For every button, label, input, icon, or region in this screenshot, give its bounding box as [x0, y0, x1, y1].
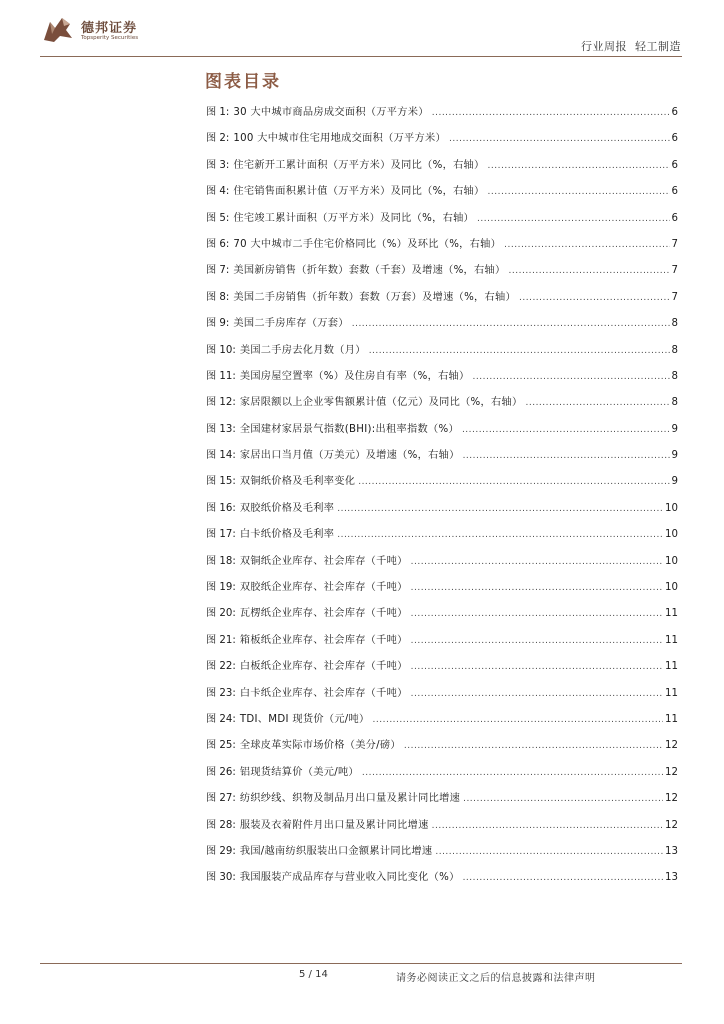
toc-entry-page: 10 — [665, 582, 678, 594]
toc-entry-leader — [509, 266, 670, 276]
toc-entry-leader — [337, 504, 663, 514]
toc-entry-leader — [358, 477, 669, 487]
toc-entry-page: 9 — [671, 476, 678, 488]
toc-entry-page: 11 — [665, 634, 678, 646]
toc-entry-label: 图 25: — [206, 740, 236, 752]
toc-entry-leader — [504, 240, 669, 250]
toc-entry-leader — [435, 847, 663, 857]
toc-entry[interactable] — [206, 604, 678, 630]
toc-entry-page: 11 — [665, 608, 678, 620]
toc-entry-leader — [488, 161, 670, 171]
toc-entry-leader — [432, 108, 670, 118]
toc-entry-leader — [411, 583, 663, 593]
toc-entry-text: 我国/越南纺织服装出口金额累计同比增速 — [239, 845, 433, 857]
toc-entry[interactable] — [206, 209, 678, 235]
toc-entry-text: 纺织纱线、织物及制品月出口量及累计同比增速 — [239, 793, 461, 805]
toc-entry-leader — [352, 319, 670, 329]
brand-name-en: Topsperity Securities — [81, 35, 139, 41]
toc-entry[interactable] — [206, 288, 678, 314]
toc-entry[interactable] — [206, 367, 678, 393]
toc-entry-label: 图 30: — [206, 872, 236, 884]
toc-entry-label: 图 20: — [206, 608, 236, 620]
toc-entry-text: 30 大中城市商品房成交面积（万平方米） — [233, 107, 429, 118]
toc-entry-label: 图 6: — [206, 238, 230, 250]
toc-entry-text: 美国房屋空置率（%）及住房自有率（%，右轴） — [239, 370, 470, 382]
toc-entry-label: 图 1: — [206, 107, 230, 118]
toc-entry-text: 美国二手房库存（万套） — [233, 318, 349, 330]
toc-entry-text: 双铜纸价格及毛利率变化 — [239, 476, 356, 488]
toc-entry-label: 图 22: — [206, 661, 236, 673]
toc-entry-page: 6 — [671, 159, 678, 171]
toc-entry-leader — [463, 451, 670, 461]
toc-entry-page: 11 — [665, 661, 678, 673]
toc-entry-label: 图 24: — [206, 713, 236, 725]
toc-entry-text: 我国服装产成品库存与营业收入同比变化（%） — [239, 872, 460, 884]
toc-entry-page: 10 — [665, 529, 678, 541]
toc-entry[interactable] — [206, 446, 678, 472]
toc-entry-text: 双胶纸价格及毛利率 — [239, 502, 335, 514]
toc-entry[interactable] — [206, 710, 678, 736]
toc-entry[interactable] — [206, 525, 678, 551]
toc-entry[interactable] — [206, 420, 678, 446]
toc-entry-label: 图 11: — [206, 370, 236, 382]
toc-entry[interactable] — [206, 393, 678, 419]
toc-entry-label: 图 4: — [206, 186, 230, 198]
toc-entry-leader — [337, 530, 663, 540]
toc-entry-text: 住宅销售面积累计值（万平方米）及同比（%，右轴） — [233, 186, 485, 198]
toc-entry-label: 图 7: — [206, 265, 230, 277]
toc-entry-text: 双铜纸企业库存、社会库存（千吨） — [239, 555, 408, 567]
toc-entry[interactable] — [206, 341, 678, 367]
page-number: 5 / 14 — [299, 969, 328, 980]
page-header — [0, 0, 724, 60]
toc-entry-text: 铝现货结算价（美元/吨） — [239, 766, 359, 778]
toc-entry[interactable] — [206, 789, 678, 815]
toc-entry-page: 6 — [671, 212, 678, 224]
toc-entry-page: 9 — [671, 450, 678, 462]
toc-entry[interactable] — [206, 103, 678, 129]
toc-entry-leader — [411, 662, 663, 672]
toc-entry-leader — [519, 293, 670, 303]
toc-entry-page: 12 — [665, 793, 678, 805]
toc-entry-text: 住宅新开工累计面积（万平方米）及同比（%，右轴） — [233, 159, 485, 171]
toc-entry-page: 11 — [665, 687, 678, 699]
toc-entry-leader — [463, 873, 663, 883]
toc-entry-leader — [404, 741, 663, 751]
toc-entry-page: 6 — [671, 133, 678, 145]
toc-entry[interactable] — [206, 552, 678, 578]
toc-entry[interactable] — [206, 657, 678, 683]
industry-name: 轻工制造 — [635, 40, 681, 53]
toc-entry-page: 13 — [665, 845, 678, 857]
toc-entry-leader — [362, 768, 663, 778]
toc-entry-leader — [449, 134, 670, 144]
toc-entry-text: 白卡纸企业库存、社会库存（千吨） — [239, 687, 408, 699]
toc-entry-page: 7 — [671, 238, 678, 250]
toc-entry-label: 图 13: — [206, 423, 236, 435]
toc-entry-page: 7 — [671, 291, 678, 303]
toc-entry-text: 双胶纸企业库存、社会库存（千吨） — [239, 582, 408, 594]
toc-entry-label: 图 3: — [206, 159, 230, 171]
header-divider — [40, 56, 682, 57]
toc-entry-text: 白卡纸价格及毛利率 — [239, 529, 335, 541]
toc-entry-label: 图 19: — [206, 582, 236, 594]
toc-entry[interactable] — [206, 816, 678, 842]
toc-entry-label: 图 17: — [206, 529, 236, 541]
toc-entry[interactable] — [206, 578, 678, 604]
toc-entry-page: 8 — [671, 318, 678, 330]
toc-entry-leader — [411, 609, 663, 619]
toc-entry-text: 全球皮革实际市场价格（美分/磅） — [239, 740, 401, 752]
footer-divider — [40, 963, 682, 964]
toc-entry[interactable] — [206, 763, 678, 789]
toc-entry-text: 美国二手房销售（折年数）套数（万套）及增速（%，右轴） — [233, 291, 516, 303]
brand-logo — [40, 14, 200, 46]
toc-entry[interactable] — [206, 499, 678, 525]
toc-entry-page: 11 — [665, 713, 678, 725]
toc-entry-leader — [473, 372, 670, 382]
toc-entry-label: 图 5: — [206, 212, 230, 224]
toc-entry-page: 13 — [665, 872, 678, 884]
toc-entry[interactable] — [206, 129, 678, 155]
toc-entry-label: 图 23: — [206, 687, 236, 699]
toc-entry[interactable] — [206, 684, 678, 710]
toc-entry-text: 70 大中城市二手住宅价格同比（%）及环比（%，右轴） — [233, 238, 502, 250]
report-type: 行业周报 — [581, 40, 627, 53]
toc-entry[interactable] — [206, 182, 678, 208]
toc-entry-leader — [525, 398, 669, 408]
toc-entry-leader — [373, 715, 664, 725]
toc-entry-label: 图 10: — [206, 344, 236, 356]
toc-entry-page: 8 — [671, 344, 678, 356]
toc-entry-label: 图 21: — [206, 634, 236, 646]
toc-entry[interactable] — [206, 235, 678, 261]
report-category — [577, 38, 681, 54]
toc-entry-page: 7 — [671, 265, 678, 277]
figure-toc-list — [206, 103, 678, 895]
toc-entry-label: 图 28: — [206, 819, 236, 831]
toc-entry-label: 图 27: — [206, 793, 236, 805]
toc-entry-page: 6 — [671, 186, 678, 198]
toc-entry-label: 图 29: — [206, 845, 236, 857]
toc-entry-page: 9 — [671, 423, 678, 435]
toc-entry-leader — [411, 557, 663, 567]
toc-entry[interactable] — [206, 868, 678, 894]
toc-entry[interactable] — [206, 842, 678, 868]
toc-entry-label: 图 18: — [206, 555, 236, 567]
toc-entry-page: 8 — [671, 397, 678, 409]
toc-entry-text: 服装及衣着附件月出口量及累计同比增速 — [239, 819, 429, 831]
toc-entry-page: 6 — [671, 107, 678, 118]
toc-entry-label: 图 26: — [206, 766, 236, 778]
toc-entry-label: 图 8: — [206, 291, 230, 303]
toc-entry-label: 图 15: — [206, 476, 236, 488]
toc-entry[interactable] — [206, 314, 678, 340]
toc-entry-text: 美国二手房去化月数（月） — [239, 344, 366, 356]
disclaimer-note: 请务必阅读正文之后的信息披露和法律声明 — [396, 973, 596, 984]
toc-entry-text: 住宅竣工累计面积（万平方米）及同比（%，右轴） — [233, 212, 475, 224]
toc-entry-page: 12 — [665, 766, 678, 778]
toc-entry[interactable] — [206, 736, 678, 762]
toc-title: 图表目录 — [205, 72, 281, 92]
toc-entry-label: 图 14: — [206, 450, 236, 462]
toc-entry-text: 白板纸企业库存、社会库存（千吨） — [239, 661, 408, 673]
toc-entry-page: 10 — [665, 502, 678, 514]
toc-entry[interactable] — [206, 156, 678, 182]
toc-entry-text: 美国新房销售（折年数）套数（千套）及增速（%，右轴） — [233, 265, 506, 277]
toc-entry-leader — [369, 346, 670, 356]
toc-entry-text: 全国建材家居景气指数(BHI):出租率指数（%） — [239, 423, 459, 435]
toc-entry-leader — [432, 821, 663, 831]
toc-entry-text: 瓦楞纸企业库存、社会库存（千吨） — [239, 608, 408, 620]
toc-entry-page: 10 — [665, 555, 678, 567]
toc-entry-text: 100 大中城市住宅用地成交面积（万平方米） — [233, 133, 446, 145]
toc-entry-label: 图 12: — [206, 397, 236, 409]
toc-entry-page: 12 — [665, 740, 678, 752]
toc-entry-label: 图 16: — [206, 502, 236, 514]
toc-entry-label: 图 2: — [206, 133, 230, 145]
toc-entry-leader — [411, 689, 663, 699]
toc-entry-text: 家居出口当月值（万美元）及增速（%，右轴） — [239, 450, 460, 462]
toc-entry[interactable] — [206, 261, 678, 287]
toc-entry-leader — [477, 214, 669, 224]
toc-entry-page: 12 — [665, 819, 678, 831]
toc-entry-page: 8 — [671, 370, 678, 382]
toc-entry-text: TDI、MDI 现货价（元/吨） — [239, 713, 370, 725]
toc-entry-leader — [462, 425, 670, 435]
brand-name-cn: 德邦证券 — [81, 21, 138, 36]
toc-entry-text: 家居限额以上企业零售额累计值（亿元）及同比（%，右轴） — [239, 397, 523, 409]
toc-entry-leader — [411, 636, 663, 646]
toc-entry-leader — [463, 794, 663, 804]
toc-entry-label: 图 9: — [206, 318, 230, 330]
brand-logo-icon — [40, 14, 76, 46]
toc-entry[interactable] — [206, 631, 678, 657]
toc-entry-text: 箱板纸企业库存、社会库存（千吨） — [239, 634, 408, 646]
toc-entry[interactable] — [206, 472, 678, 498]
toc-entry-leader — [488, 187, 670, 197]
